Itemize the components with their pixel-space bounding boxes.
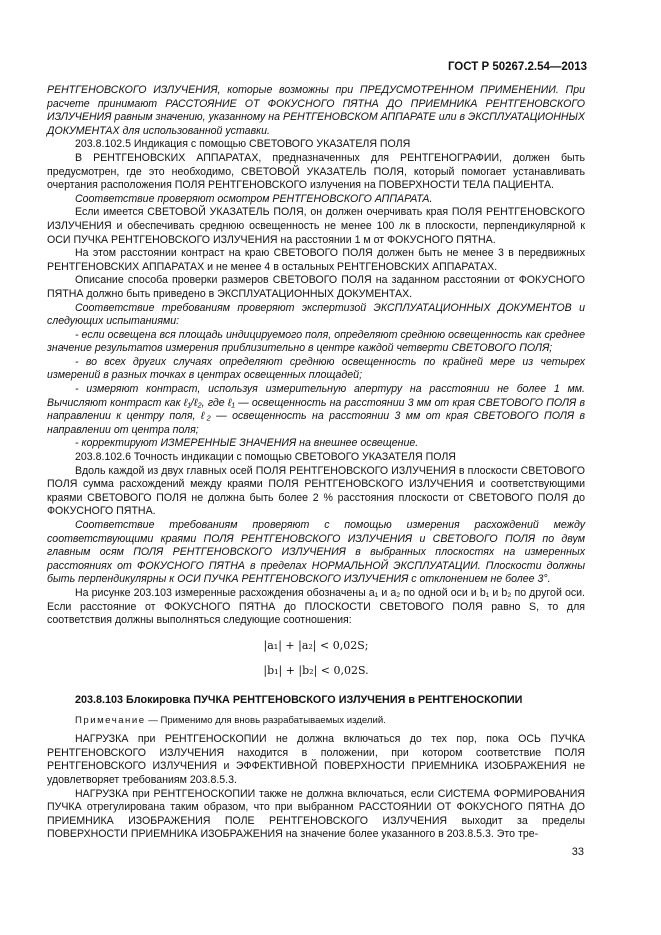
document-body — [47, 84, 585, 842]
note-label: Примечание — [75, 714, 146, 726]
paragraph: На этом расстоянии контраст на краю СВЕТОВОГО ПОЛЯ должен быть не менее 3 в передвижных РЕНТГЕНОВСКИХ АППАРАТАХ и не менее 4 в остальных РЕНТГЕНОВСКИХ АППАРАТАХ. — [47, 247, 585, 273]
list-item: - измеряют контраст, используя измерительную апертуру на расстоянии не более 1 мм. Вычисляют контраст как ℓ₁/ℓ₂, где ℓ₁ — освещенность на расстоянии 3 мм от края СВЕТОВОГО ПОЛЯ в направлении к центру поля, ℓ₂ — освещенность на расстоянии 3 мм от края СВЕТОВОГО ПОЛЯ в направлении от центра поля; — [47, 383, 585, 436]
formula: |a₁| + |a₂| < 0,02S; — [263, 638, 369, 652]
paragraph: НАГРУЗКА при РЕНТГЕНОСКОПИИ также не должна включаться, если СИСТЕМА ФОРМИРОВАНИЯ ПУЧКА отрегулирована таким образом, что при выбранном РАССТОЯНИИ ОТ ФОКУСНОГО ПЯТНА ДО ПРИЕМНИКА ИЗОБРАЖЕНИЯ ПОЛЕ РЕНТГЕНОВСКОГО ИЗЛУЧЕНИЯ выходит за пределы ПОВЕРХНОСТИ ПРИЕМНИКА ИЗОБРАЖЕНИЯ на значение более указанного в 203.8.5.3. Это тре- — [47, 787, 585, 841]
paragraph: НАГРУЗКА при РЕНТГЕНОСКОПИИ не должна включаться до тех пор, пока ОСЬ ПУЧКА РЕНТГЕНОВСКОГО ИЗЛУЧЕНИЯ находится в положении, при котором соответствие ПОЛЯ РЕНТГЕНОВСКОГО ИЗЛУЧЕНИЯ и ЭФФЕКТИВНОЙ ПОВЕРХНОСТИ ПРИЕМНИКА ИЗОБРАЖЕНИЯ не удовлетворяет требованиям 203.8.5.3. — [47, 733, 585, 786]
clause-heading: 203.8.102.6 Точность индикации с помощью СВЕТОВОГО УКАЗАТЕЛЯ ПОЛЯ — [75, 451, 456, 464]
paragraph: Если имеется СВЕТОВОЙ УКАЗАТЕЛЬ ПОЛЯ, он должен очерчивать края ПОЛЯ РЕНТГЕНОВСКОГО ИЗЛУЧЕНИЯ и обеспечивать среднюю освещенность не менее 100 лк в плоскости, перпендикулярной к ОСИ ПУЧКА РЕНТГЕНОВСКОГО ИЗЛУЧЕНИЯ на расстоянии 1 м от ФОКУСНОГО ПЯТНА. — [47, 206, 585, 246]
paragraph: На рисунке 203.103 измеренные расхождения обозначены a₁ и a₂ по одной оси и b₁ и b₂ по другой оси. Если расстояние от ФОКУСНОГО ПЯТНА до ПЛОСКОСТИ СВЕТОВОГО ПОЛЯ равно S, то для соответствия должны выполняться следующие соотношения: — [47, 586, 585, 627]
list-item: - во всех других случаях определяют среднюю освещенность по крайней мере из четырех измерений в разных точках в центрах освещенных площадей; — [47, 355, 585, 382]
note — [47, 714, 585, 728]
compliance-note: Соответствие требованиям проверяют с помощью измерения расхождений между соответствующими краями ПОЛЯ РЕНТГЕНОВСКОГО ИЗЛУЧЕНИЯ и СВЕТОВОГО ПОЛЯ по двум главным осям ПОЛЯ РЕНТГЕНОВСКОГО ИЗЛУЧЕНИЯ в выбранных плоскостях на измеренных расстояниях от ФОКУСНОГО ПЯТНА в пределах НОРМАЛЬНОЙ ЭКСПЛУАТАЦИИ. Плоскости должны быть перпендикулярны к ОСИ ПУЧКА РЕНТГЕНОВСКОГО ИЗЛУЧЕНИЯ с отклонением не более 3°. — [47, 519, 585, 586]
section-title: 203.8.103 Блокировка ПУЧКА РЕНТГЕНОВСКОГО ИЗЛУЧЕНИЯ в РЕНТГЕНОСКОПИИ — [75, 693, 523, 706]
list-item: - если освещена вся площадь индицируемого поля, определяют среднюю освещенность как среднее значение результатов измерения приблизительно в центре каждой четверти СВЕТОВОГО ПОЛЯ; — [47, 328, 585, 355]
clause-heading: 203.8.102.5 Индикация с помощью СВЕТОВОГО УКАЗАТЕЛЯ ПОЛЯ — [75, 138, 411, 151]
formula: |b₁| + |b₂| < 0,02S. — [263, 664, 369, 678]
paragraph: РЕНТГЕНОВСКОГО ИЗЛУЧЕНИЯ, которые возможны при ПРЕДУСМОТРЕННОМ ПРИМЕНЕНИИ. При расчете принимают РАССТОЯНИЕ ОТ ФОКУСНОГО ПЯТНА ДО ПРИЕМНИКА РЕНТГЕНОВСКОГО ИЗЛУЧЕНИЯ равным значению, указанному на РЕНТГЕНОВСКОМ АППАРАТЕ или в ЭКСПЛУАТАЦИОННЫХ ДОКУМЕНТАХ для использованной уставки. — [47, 84, 585, 137]
paragraph: В РЕНТГЕНОВСКИХ АППАРАТАХ, предназначенных для РЕНТГЕНОГРАФИИ, должен быть предусмотрен, где это необходимо, СВЕТОВОЙ УКАЗАТЕЛЬ ПОЛЯ, который помогает устанавливать очертания расположения ПОЛЯ РЕНТГЕНОВСКОГО излучения на ПОВЕРХНОСТИ ТЕЛА ПАЦИЕНТА. — [47, 151, 585, 192]
paragraph: Вдоль каждой из двух главных осей ПОЛЯ РЕНТГЕНОВСКОГО ИЗЛУЧЕНИЯ в плоскости СВЕТОВОГО ПОЛЯ сумма расхождений между краями ПОЛЯ РЕНТГЕНОВСКОГО ИЗЛУЧЕНИЯ и соответствующими краями СВЕТОВОГО ПОЛЯ не должна быть более 2 % расстояния плоскости от СВЕТОВОГО ПОЛЯ до ФОКУСНОГО ПЯТНА. — [47, 464, 585, 518]
compliance-note: Соответствие проверяют осмотром РЕНТГЕНОВСКОГО АППАРАТА. — [75, 192, 433, 205]
page-number: 33 — [571, 846, 584, 858]
list-item: - корректируют ИЗМЕРЕННЫЕ ЗНАЧЕНИЯ на внешнее освещение. — [75, 437, 419, 450]
paragraph: Описание способа проверки размеров СВЕТОВОГО ПОЛЯ на заданном расстоянии от ФОКУСНОГО ПЯТНА должно быть приведено в ЭКСПЛУАТАЦИОННЫХ ДОКУМЕНТАХ. — [47, 274, 585, 300]
document-header-id: ГОСТ Р 50267.2.54—2013 — [447, 61, 587, 73]
compliance-note: Соответствие требованиям проверяют экспертизой ЭКСПЛУАТАЦИОННЫХ ДОКУМЕНТОВ и следующих испытаниями: — [47, 301, 585, 328]
note-text: — Применимо для вновь разрабатываемых изделий. — [145, 714, 386, 726]
